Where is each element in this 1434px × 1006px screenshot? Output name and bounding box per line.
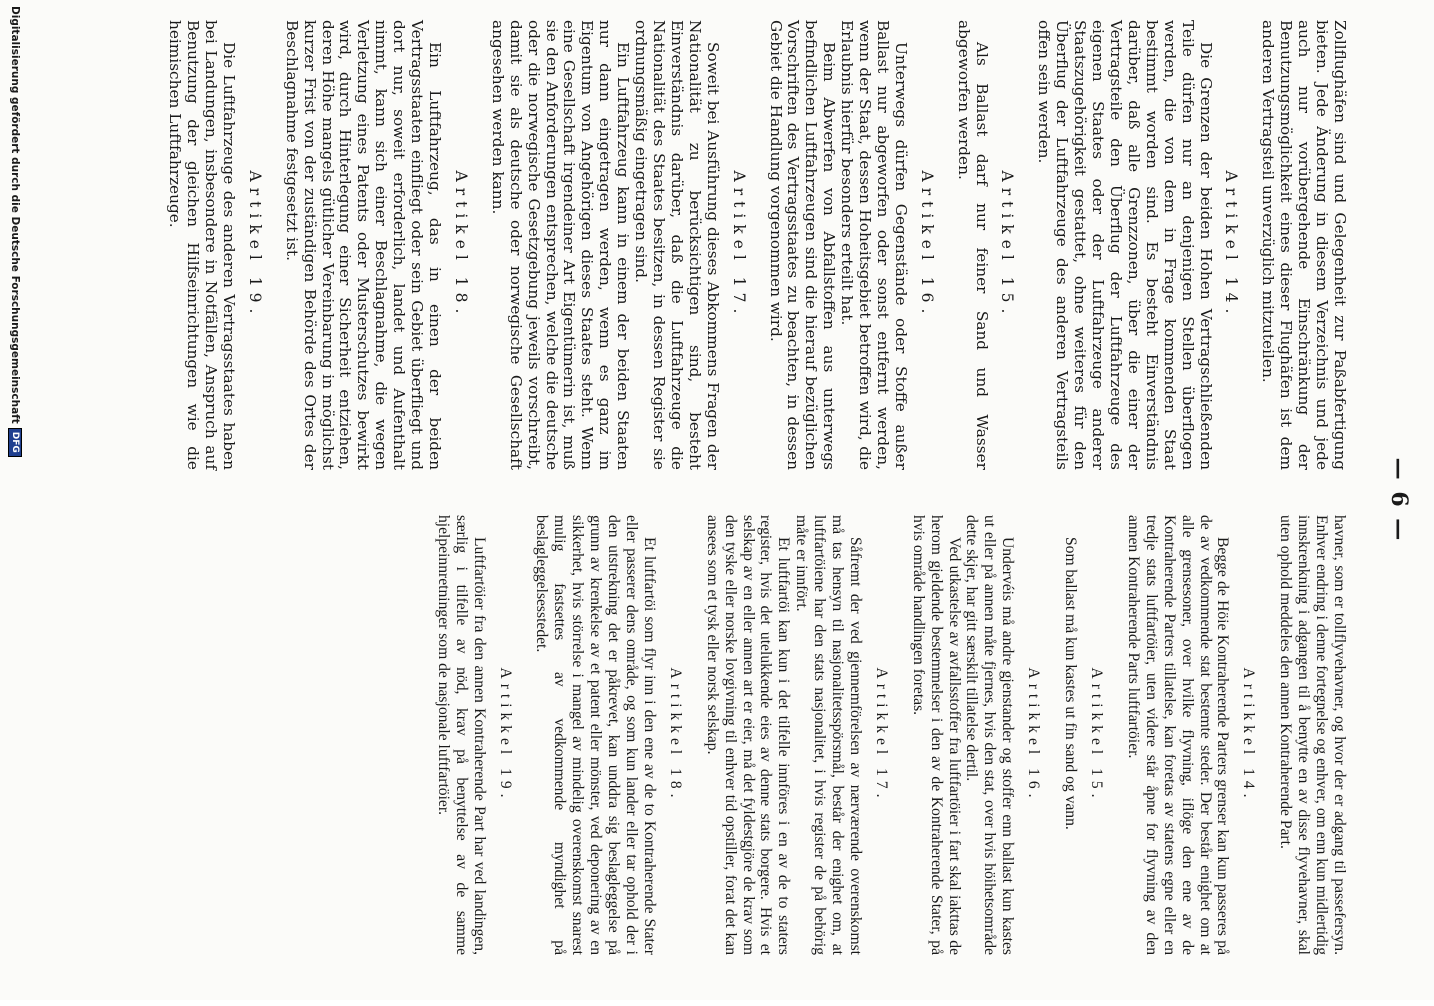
norwegian-articles xyxy=(434,515,1257,955)
norwegian-intro: havner, som er tollflyvehavner, og hvor der er adgang til passefersyn. Enhver endring i denne fortegnelse og enhver, om enn kun midlertidig innskrenkning i adgangen til å benytte en av disse flyvehavner, skal uten ophold meddeles den annen Kontraherende Part. xyxy=(1277,515,1348,955)
german-intro: Zollflughäfen sind und Gelegenheit zur Paßabfertigung bieten. Jede Änderung in diesem Verzeichnis und jede auch nur vorübergehende Einschränkung der Benutzungsmöglichkeit eines dieser Flughäfen ist dem anderen Vertragsteil unverzüglich mitzuteilen. xyxy=(1259,20,1349,470)
article-paragraph: Luftfartöier fra den annen Kontraherende Part har ved landingen, særlig i tilfelle av nöd, krav på benyttelse av de samme hjelpeinnretninger som de nasjonale luftfartöier. xyxy=(434,515,488,955)
article-heading: Artikkel 15. xyxy=(1088,667,1106,803)
article-paragraph: Beim Abwerfen von Abfallstoffen aus unterwegs befindlichen Luftfahrzeugen sind die hierauf bezüglichen Vorschriften des Vertragsstaates zu beachten, in dessen Gebiet die Handlung vorgenommen wird. xyxy=(766,20,839,470)
article-paragraph: Ein Luftfahrzeug kann in einem der beiden Staaten nur dann eingetragen werden, wenn es ganz im Eigentum von Angehörigen dieses Staates steht. Wenn eine Gesellschaft irgendeiner Art Eigentümerin ist, muß sie den Anforderungen entsprechen, welche die deutsche oder die norwegische Gesetzgebung jeweils vorschreibt, damit sie als deutsche oder norwegische Gesellschaft angesehen werden kann. xyxy=(488,20,633,470)
article-paragraph: Som ballast må kun kastes ut fin sand og vann. xyxy=(1062,537,1080,830)
article-heading: Artikel 18. xyxy=(451,170,470,320)
article-paragraph: Ein Luftfahrzeug, das in einen der beiden Vertragsstaaten einfliegt oder sein Gebiet überfliegt und dort nur, soweit erforderlich, landet und Aufenthalt nimmt, kann sich einer Beschlagnahme, die wegen Verletzung eines Patents oder Musterschutzes bewirkt wird, durch Hinterlegung einer Sicherheit entziehen, deren Höhe mangels gütlicher Vereinbarung in möglichst kurzer Frist von der zuständigen Behörde des Ortes der Beschlagnahme festgesetzt ist. xyxy=(282,20,445,470)
norwegian-column xyxy=(434,515,1348,955)
article-heading: Artikkel 17. xyxy=(872,667,890,803)
german-column xyxy=(165,20,1348,470)
article-paragraph: Die Grenzen der beiden Hohen Vertragschließenden Teile dürfen nur an denjenigen Stellen überflogen werden, die von dem in Frage kommenden Staat bestimmt worden sind. Es besteht Einverständnis darüber, daß alle Grenzzonen, über die einer der Vertragsteile den Überflug der Luftfahrzeuge des eigenen Staates oder der Luftfahrzeuge anderer Staatszugehörigkeit gestattet, ohne weiteres für den Überflug der Luftfahrzeuge des anderen Vertragsteils offen sein werden. xyxy=(1035,20,1215,470)
article-heading: Artikkel 19. xyxy=(496,667,514,803)
german-articles xyxy=(165,20,1239,470)
article-heading: Artikel 14. xyxy=(1222,170,1241,320)
dfg-logo: DFG xyxy=(8,428,22,457)
article-heading: Artikkel 16. xyxy=(1025,667,1043,803)
page-number: — 6 — xyxy=(1386,457,1412,543)
article-paragraph: Et luftfartöi kan kun i det tilfelle innföres i en av de to staters register, hvis det utelukkende eies av denne stats borgere. Hvis et selskap av en eller annen art er eier, må det fyldestgjöre de krav som den tyske eller norske lovgivning til enhver tid opstiller, forat det kan ansees som et tysk eller norsk selskap. xyxy=(703,515,793,955)
article-heading: Artikkel 18. xyxy=(666,667,684,803)
article-paragraph: Såfremt der ved gjennemförelsen av nærværende overenskomst må tas hensyn til nasjonalitetsspörsmål, består der enighet om, at luftfartöiene har den stats nasjonalitet, i hvis register de på behörig måte er innfört. xyxy=(793,515,864,955)
article-paragraph: Die Luftfahrzeuge des anderen Vertragsstaates haben bei Landungen, insbesondere in Notfällen, Anspruch auf Benutzung der gleichen Hilfseinrichtungen wie die heimischen Luftfahrzeuge. xyxy=(166,20,238,470)
article-heading: Artikel 19. xyxy=(245,170,264,320)
article-paragraph: Soweit bei Ausführung dieses Abkommens Fragen der Nationalität zu berücksichtigen sind, besteht Einverständnis darüber, daß die Luftfahrzeuge die Nationalität des Staates besitzen, in dessen Register sie ordnungsmäßig eingetragen sind. xyxy=(632,20,722,470)
article-heading: Artikkel 14. xyxy=(1240,667,1258,803)
article-heading: Artikel 15. xyxy=(998,170,1017,320)
footer-text: Digitalisierung gefördert durch die Deutsche Forschungsgemeinschaft xyxy=(9,6,21,424)
article-paragraph: Undervéis må andre gjenstander og stoffer enn ballast kun kastes ut eller på annen måte fjernes, hvis den stat, over hvis höihetsområde dette skjer, har gitt særskilt tillatelse dertil. xyxy=(963,515,1017,955)
article-paragraph: Unterwegs dürfen Gegenstände oder Stoffe außer Ballast nur abgeworfen oder sonst entfernt werden, wenn der Staat, dessen Hoheitsgebiet betroffen wird, die Erlaubnis hierfür besonders erteilt hat. xyxy=(838,20,910,470)
article-heading: Artikel 16. xyxy=(917,170,936,320)
article-paragraph: Begge de Höie Kontraherende Parters grenser kan kun passeres på de av vedkommende stat bestemte steder. Der består enighet om at alle grensesoner, over hvilke flyvning, iflöge den ene av de Kontraherende Parters tillatelse, kan foretas av statens egne eller en tredje stats luftfartöier, uten videre står åpne for flyvning av den annen Kontraherende Parts luftfartöier. xyxy=(1124,515,1232,955)
article-heading: Artikel 17. xyxy=(729,170,748,320)
article-paragraph: Et luftfartöi som flyr inn i den ene av de to Kontraherende Stater eller passerer dens område, og som kun lander eller tar ophold der i den utstrekning det er påkrevet, kan unddra sig beslagleggelse på grunn av krenkelse av et patent eller mönster, ved deponering av en sikkerhet, hvis störrelse i mangel av mindelig overenskomst snarest mulig fastsettes av vedkommende myndighet på beslagleggelsesstedet. xyxy=(533,515,658,955)
article-paragraph: Ved utkastelse av avfallsstoffer fra luftfartöier i fart skal iakttas de herom gjeldende bestemmelser i den av de Kontraherende Stater, på hvis område handlingen foretas. xyxy=(909,515,963,955)
footer xyxy=(8,0,22,1006)
article-paragraph: Als Ballast darf nur feiner Sand und Wasser abgeworfen werden. xyxy=(954,20,991,470)
